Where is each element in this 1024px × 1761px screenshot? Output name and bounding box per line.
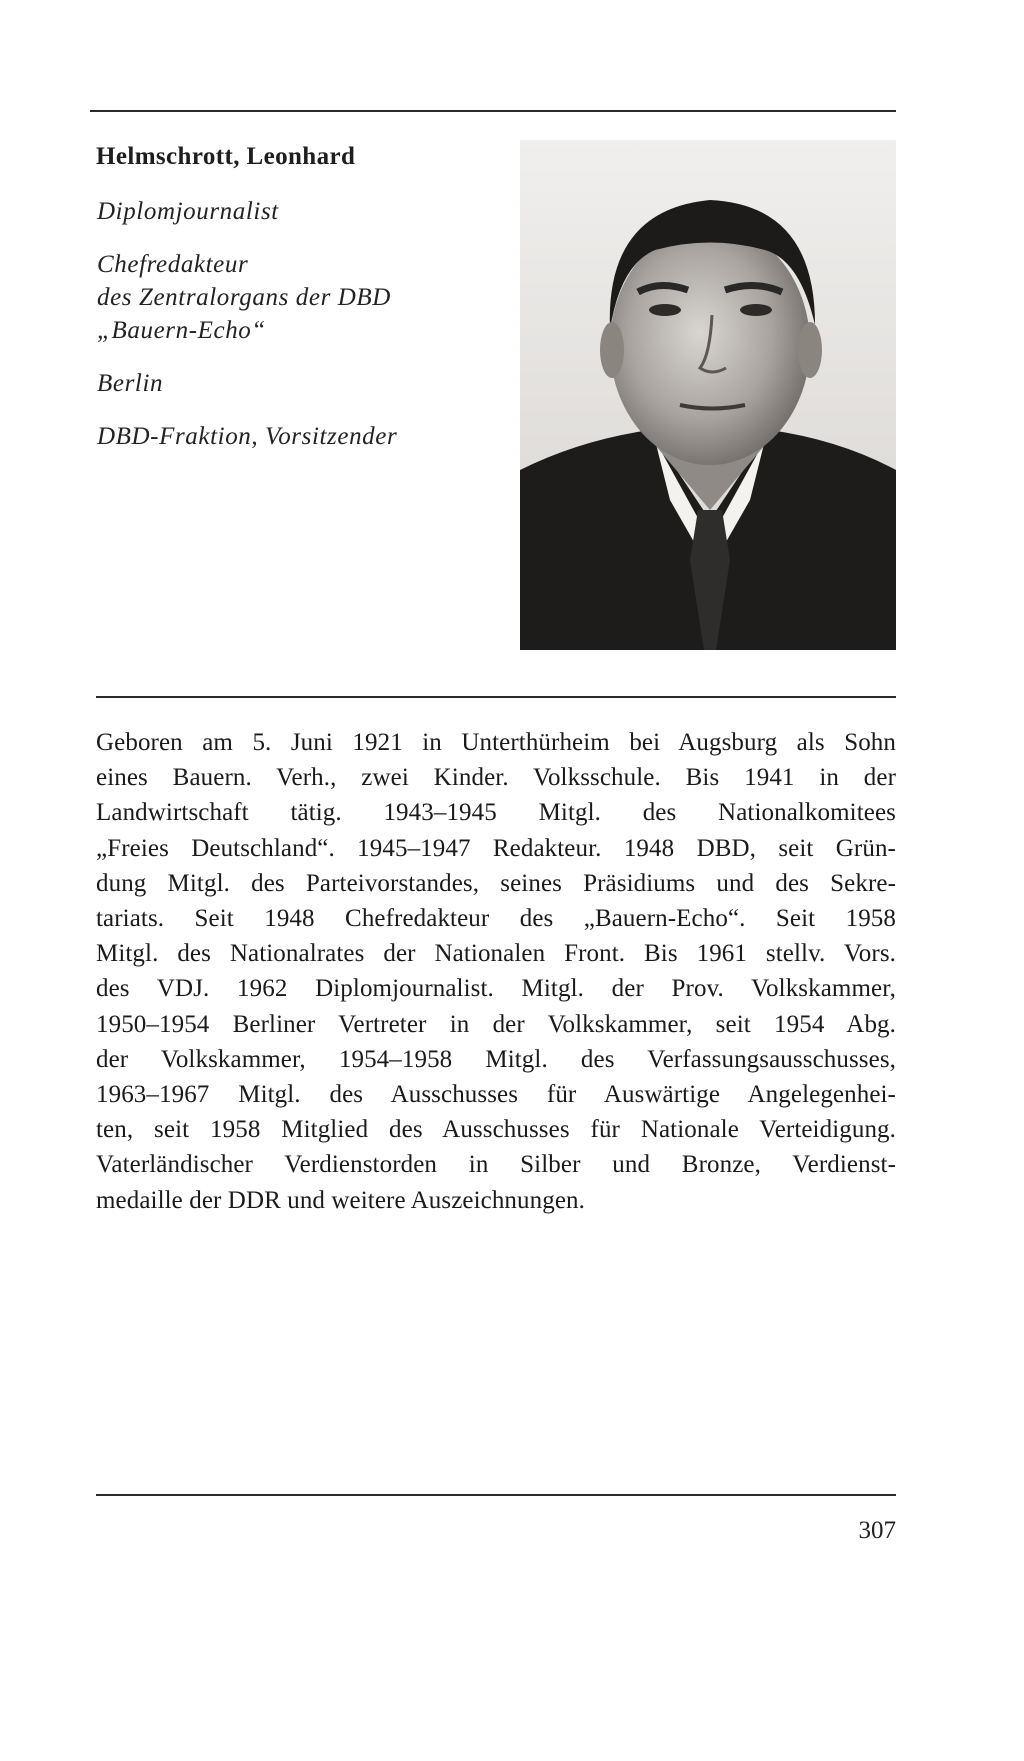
middle-rule <box>96 696 896 698</box>
biography-line: medaille der DDR und weitere Auszeichnungen. <box>96 1186 585 1214</box>
biography-line: ten, seit 1958 Mitglied des Ausschusses für Nationale Verteidigung. <box>96 1116 896 1144</box>
page-number: 307 <box>858 1517 896 1544</box>
bottom-rule <box>96 1494 896 1496</box>
person-name: Helmschrott, Leonhard <box>96 143 356 170</box>
biography-line: Vaterländischer Verdienstorden in Silber und Bronze, Verdienst- <box>96 1151 896 1179</box>
biography-line: Mitgl. des Nationalrates der Nationalen Front. Bis 1961 stellv. Vors. <box>96 940 896 968</box>
top-rule <box>90 110 896 112</box>
biography-text <box>96 725 896 1218</box>
academic-title: Diplomjournalist <box>97 198 279 225</box>
city: Berlin <box>97 370 164 397</box>
biography-line: dung Mitgl. des Parteivorstandes, seines Präsidiums und des Sekre- <box>96 869 896 897</box>
position-line-2: des Zentralorgans der DBD <box>97 284 391 311</box>
biography-line: „Freies Deutschland“. 1945–1947 Redakteur. 1948 DBD, seit Grün- <box>96 834 896 862</box>
biography-line: Landwirtschaft tätig. 1943–1945 Mitgl. des Nationalkomitees <box>96 799 896 827</box>
biography-line: 1963–1967 Mitgl. des Ausschusses für Auswärtige Angelegenhei- <box>96 1081 896 1109</box>
biography-line: tariats. Seit 1948 Chefredakteur des „Bauern-Echo“. Seit 1958 <box>96 905 896 933</box>
biography-line: der Volkskammer, 1954–1958 Mitgl. des Verfassungsausschusses, <box>96 1045 896 1073</box>
position-line-3: „Bauern-Echo“ <box>97 317 266 344</box>
faction: DBD-Fraktion, Vorsitzender <box>97 423 398 450</box>
biography-line: des VDJ. 1962 Diplomjournalist. Mitgl. der Prov. Volkskammer, <box>96 975 896 1003</box>
portrait-photo <box>520 140 896 650</box>
biography-line: 1950–1954 Berliner Vertreter in der Volkskammer, seit 1954 Abg. <box>96 1010 896 1038</box>
biography-line: Geboren am 5. Juni 1921 in Unterthürheim bei Augsburg als Sohn <box>96 729 896 756</box>
biography-line: eines Bauern. Verh., zwei Kinder. Volksschule. Bis 1941 in der <box>96 764 896 792</box>
position-line-1: Chefredakteur <box>97 251 249 278</box>
